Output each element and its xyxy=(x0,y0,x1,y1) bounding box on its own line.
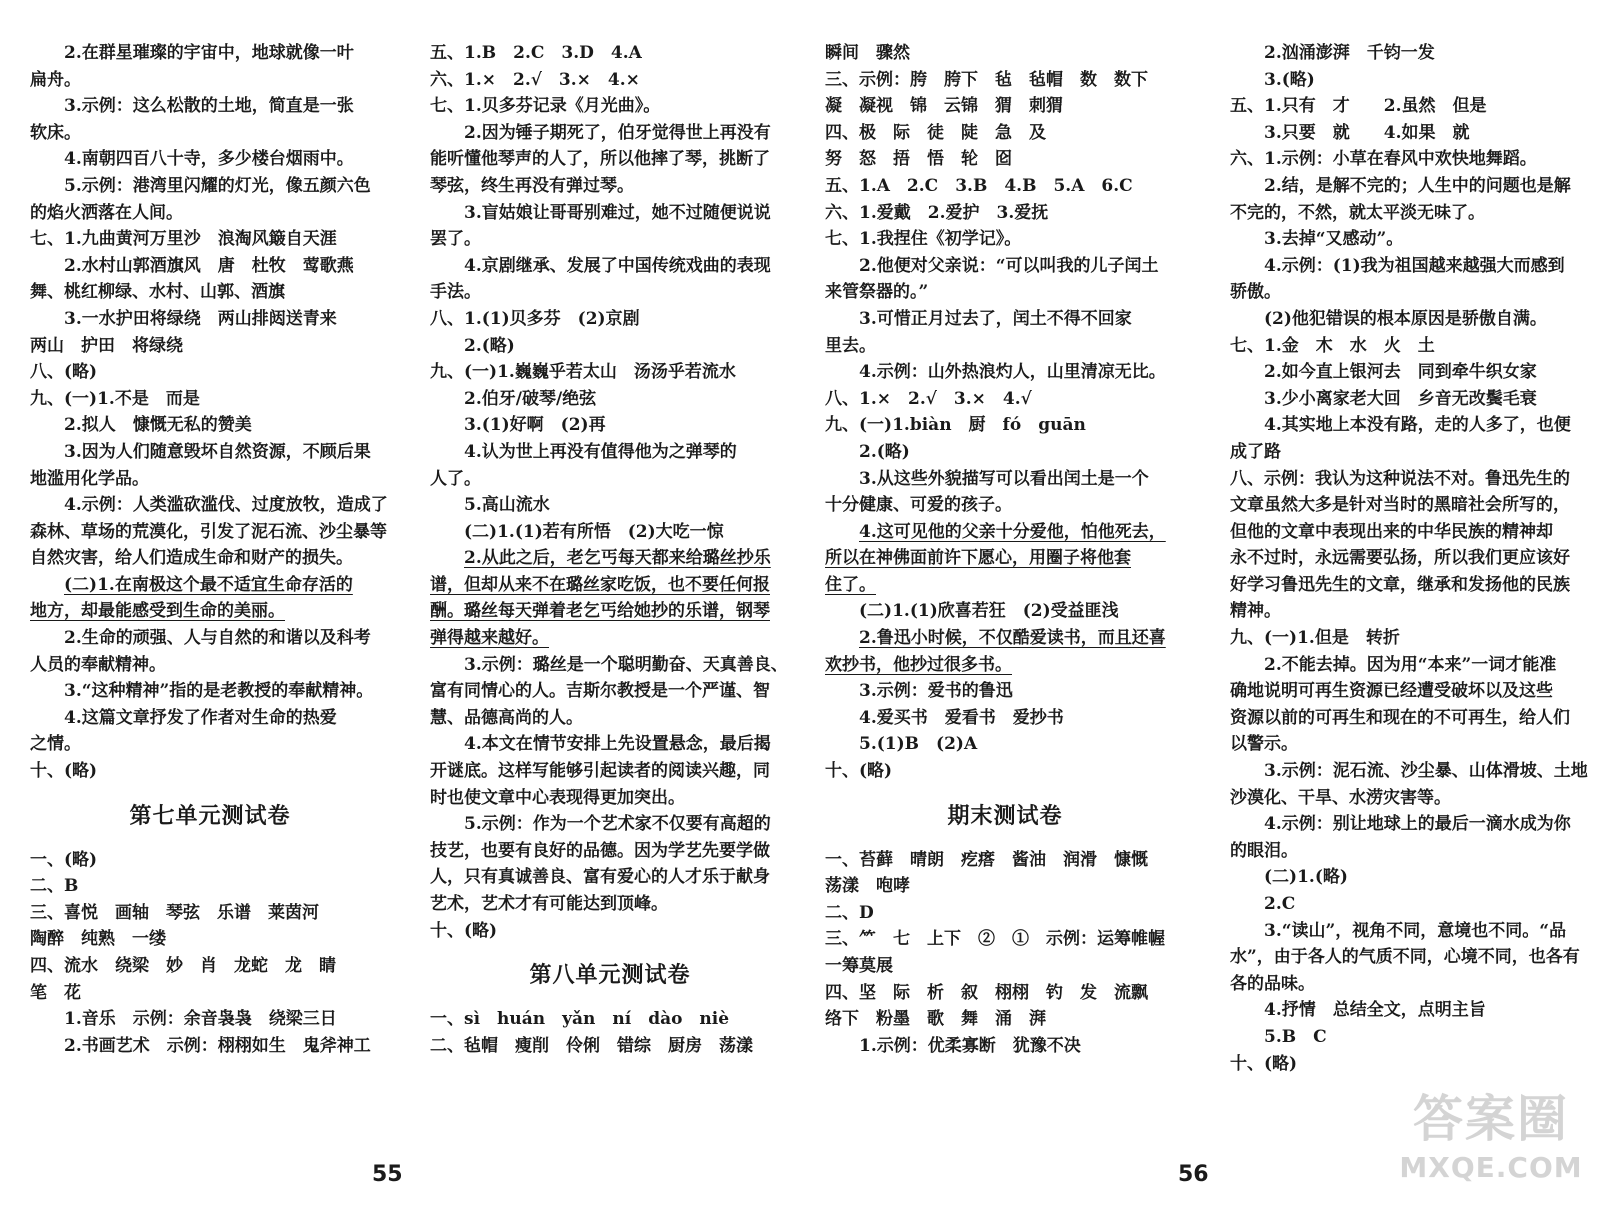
answer-line: 3.盲姑娘让哥哥别难过，她不过随便说说 xyxy=(464,202,771,223)
answer-line: 时也使文章中心表现得更加突出。 xyxy=(430,787,685,808)
answer-line: 扁舟。 xyxy=(30,69,81,90)
answer-line: 罢了。 xyxy=(430,229,481,250)
answer-line: 的焰火洒落在人间。 xyxy=(30,202,183,223)
answer-line: (二)1.在南极这个最不适宜生命存活的 xyxy=(64,574,353,595)
answer-line: 4.示例：人类滥砍滥伐、过度放牧，造成了 xyxy=(64,495,388,516)
answer-line: 3.可惜正月过去了，闰土不得不回家 xyxy=(859,308,1132,329)
answer-line: 八、1.× 2.√ 3.× 4.√ xyxy=(825,388,1032,409)
answer-line: 艺术，艺术才有可能达到顶峰。 xyxy=(430,894,668,914)
answer-line: 好学习鲁迅先生的文章，继承和发扬他的民族 xyxy=(1230,574,1570,595)
answer-line: 人员的奉献精神。 xyxy=(30,654,166,675)
answer-line: 十分健康、可爱的孩子。 xyxy=(825,495,1012,516)
section-heading: 期末测试卷 xyxy=(947,802,1063,829)
answer-line: 九、(一)1.不是 而是 xyxy=(30,388,200,409)
answer-line: 3.去掉“又感动”。 xyxy=(1264,229,1404,250)
answer-line: 文章虽然大多是针对当时的黑暗社会所写的， xyxy=(1230,495,1570,516)
answer-line: 以警示。 xyxy=(1230,734,1298,755)
answer-line: 开谜底。这样写能够引起读者的阅读兴趣，同 xyxy=(430,761,770,782)
answer-line: 4.示例：山外热浪灼人，山里清凉无比。 xyxy=(859,362,1166,383)
answer-line: 2.(略) xyxy=(464,335,515,356)
answer-line: 软床。 xyxy=(30,122,81,143)
answer-line: 来管祭器的。” xyxy=(825,282,929,303)
answer-line: 慧、品德高尚的人。 xyxy=(430,707,583,728)
answer-line: 4.爱买书 爱看书 爱抄书 xyxy=(859,707,1064,728)
answer-line: 欢抄书，他抄过很多书。 xyxy=(825,654,1012,675)
answer-line: 瞬间 骤然 xyxy=(825,43,910,63)
answer-line: 四、流水 绕梁 妙 肖 龙蛇 龙 睛 xyxy=(30,956,336,976)
answer-line: 人，只有真诚善良、富有爱心的人才乐于献身 xyxy=(430,867,770,888)
answer-line: 3.示例：璐丝是一个聪明勤奋、天真善良、 xyxy=(464,654,788,675)
answer-line: 2.如今直上银河去 同到牵牛织女家 xyxy=(1264,362,1537,383)
answer-line: 能听懂他琴声的人了，所以他摔了琴，挑断了 xyxy=(430,149,770,170)
answer-line: 三、⺮ 七 上下 ② ① 示例：运筹帷幄 xyxy=(825,929,1165,950)
answer-line: 沙漠化、干旱、水涝灾害等。 xyxy=(1230,787,1451,808)
answer-line: 三、示例：胯 胯下 毡 毡帽 数 数下 xyxy=(825,69,1148,90)
answer-line: 3.一水护田将绿绕 两山排闼送青来 xyxy=(64,308,337,329)
answer-line: 九、(一)1.biàn 厨 fó guān xyxy=(825,415,1086,436)
answer-line: 2.鲁迅小时候，不仅酷爱读书，而且还喜 xyxy=(859,628,1166,649)
answer-line: (二)1.(略) xyxy=(1264,867,1348,888)
answer-line: 4.示例：别让地球上的最后一滴水成为你 xyxy=(1264,814,1571,835)
answer-line: 地滥用化学品。 xyxy=(30,468,149,489)
answer-line: 水”，由于各人的气质不同，心境不同，也各有 xyxy=(1230,947,1580,968)
answer-line: 3.(1)好啊 (2)再 xyxy=(464,415,606,436)
answer-line: 成了路 xyxy=(1230,441,1281,462)
answer-line: 陶醉 纯熟 一缕 xyxy=(30,929,166,950)
answer-line: 凝 凝视 锦 云锦 猬 刺猬 xyxy=(825,96,1063,117)
answer-line: 2.(略) xyxy=(859,441,910,462)
section-heading: 第八单元测试卷 xyxy=(529,962,691,989)
answer-line: 3.“读山”，视角不同，意境也不同。“品 xyxy=(1264,920,1567,941)
answer-line: 1.音乐 示例：余音袅袅 绕梁三日 xyxy=(64,1009,337,1030)
answer-line: 八、(略) xyxy=(30,362,98,383)
answer-line: 地方，却最能感受到生命的美丽。 xyxy=(30,601,285,622)
watermark-url: MXQE.COM xyxy=(1399,1151,1583,1184)
answer-line: 不完的，不然，就太平淡无味了。 xyxy=(1230,202,1485,223)
answer-line: (二)1.(1)若有所悟 (2)大吃一惊 xyxy=(464,521,724,542)
answer-line: 2.从此之后，老乞丐每天都来给璐丝抄乐 xyxy=(464,548,771,569)
answer-line: 3.示例：泥石流、沙尘暴、山体滑坡、土地 xyxy=(1264,761,1588,782)
answer-line: 十、(略) xyxy=(825,761,893,782)
answer-line: 技艺，也要有良好的品德。因为学艺先要学做 xyxy=(430,840,770,861)
answer-line: 三、喜悦 画轴 琴弦 乐谱 莱茵河 xyxy=(30,902,319,923)
answer-line: 十、(略) xyxy=(30,761,98,782)
answer-line: 森林、草场的荒漠化，引发了泥石流、沙尘暴等 xyxy=(30,521,387,542)
answer-line: 2.结，是解不完的；人生中的问题也是解 xyxy=(1264,175,1571,196)
answer-line: 之情。 xyxy=(30,734,81,755)
page-number-right: 56 xyxy=(1178,1162,1209,1187)
answer-line: 3.只要 就 4.如果 就 xyxy=(1264,122,1470,143)
answer-line: 人了。 xyxy=(430,468,481,489)
answer-line: 七、1.贝多芬记录《月光曲》。 xyxy=(430,96,661,117)
answer-line: 5.示例：港湾里闪耀的灯光，像五颜六色 xyxy=(64,175,371,196)
answer-line: 3.从这些外貌描写可以看出闰土是一个 xyxy=(859,468,1149,489)
answer-line: 3.“这种精神”指的是老教授的奉献精神。 xyxy=(64,681,374,702)
answer-line: 2.因为锤子期死了，伯牙觉得世上再没有 xyxy=(464,122,771,143)
answer-line: 3.因为人们随意毁坏自然资源，不顾后果 xyxy=(64,441,371,462)
answer-line: 骄傲。 xyxy=(1230,282,1281,303)
answer-line: 4.本文在情节安排上先设置悬念，最后揭 xyxy=(464,734,771,755)
answer-line: 2.拟人 慷慨无私的赞美 xyxy=(64,415,252,436)
answer-line: 3.示例：这么松散的土地，简直是一张 xyxy=(64,96,354,117)
answer-line: 4.认为世上再没有值得他为之弹琴的 xyxy=(464,441,737,462)
answer-line: 5.高山流水 xyxy=(464,495,550,516)
answer-line: 舞、桃红柳绿、水村、山郭、酒旗 xyxy=(30,282,285,303)
answer-line: 九、(一)1.巍巍乎若太山 汤汤乎若流水 xyxy=(430,362,736,383)
answer-line: 八、1.(1)贝多芬 (2)京剧 xyxy=(430,308,640,329)
answer-line: 3.(略) xyxy=(1264,69,1315,90)
answer-line: (二)1.(1)欣喜若狂 (2)受益匪浅 xyxy=(859,601,1119,622)
answer-line: 2.生命的顽强、人与自然的和谐以及科考 xyxy=(64,628,371,649)
answer-line: 4.示例：(1)我为祖国越来越强大而感到 xyxy=(1264,255,1565,276)
answer-line: 九、(一)1.但是 转折 xyxy=(1230,628,1400,649)
answer-line: 2.汹涌澎湃 千钧一发 xyxy=(1264,43,1435,63)
answer-line: 所以在神佛面前许下愿心，用圈子将他套 xyxy=(825,548,1131,569)
answer-line: 的眼泪。 xyxy=(1230,840,1298,861)
answer-line: 一、sì huán yǎn ní dào niè xyxy=(430,1009,730,1030)
section-heading: 第七单元测试卷 xyxy=(129,802,291,829)
answer-line: 二、毡帽 瘦削 伶俐 错综 厨房 荡漾 xyxy=(430,1035,753,1056)
watermark xyxy=(1392,1088,1590,1200)
answer-line: 一、(略) xyxy=(30,849,98,870)
answer-line: 但他的文章中表现出来的中华民族的精神却 xyxy=(1230,521,1553,542)
answer-line: 永不过时，永远需要弘扬，所以我们更应该好 xyxy=(1230,548,1570,569)
answer-line: 3.示例：爱书的鲁迅 xyxy=(859,681,1013,702)
answer-line: 五、1.A 2.C 3.B 4.B 5.A 6.C xyxy=(825,175,1133,196)
answer-line: 六、1.示例：小草在春风中欢快地舞蹈。 xyxy=(1230,149,1537,170)
answer-line: 4.南朝四百八十寺，多少楼台烟雨中。 xyxy=(64,149,354,170)
answer-line: 手法。 xyxy=(430,282,481,303)
watermark-logo: 答案圈 xyxy=(1413,1090,1569,1148)
answer-line: 4.抒情 总结全文，点明主旨 xyxy=(1264,1000,1486,1021)
column-2 xyxy=(430,40,790,1059)
answer-line: 富有同情心的人。吉斯尔教授是一个严谨、智 xyxy=(430,681,770,702)
answer-line: 五、1.只有 才 2.虽然 但是 xyxy=(1230,96,1487,117)
answer-line: 2.在群星璀璨的宇宙中，地球就像一叶 xyxy=(64,43,354,63)
answer-line: 确地说明可再生资源已经遭受破坏以及这些 xyxy=(1230,681,1553,702)
answer-line: 里去。 xyxy=(825,335,876,356)
answer-line: 资源以前的可再生和现在的不可再生，给人们 xyxy=(1230,707,1570,728)
answer-line: 精神。 xyxy=(1230,601,1281,622)
answer-line: 努 怒 捂 悟 轮 囵 xyxy=(825,149,1012,170)
answer-line: 1.示例：优柔寡断 犹豫不决 xyxy=(859,1035,1081,1056)
answer-line: 七、1.我捏住《初学记》。 xyxy=(825,229,1022,250)
answer-line: 酬。璐丝每天弹着老乞丐给她抄的乐谱，钢琴 xyxy=(430,601,770,622)
answer-line: 自然灾害，给人们造成生命和财产的损失。 xyxy=(30,548,353,569)
answer-line: 一筹莫展 xyxy=(825,956,893,976)
answer-line: 五、1.B 2.C 3.D 4.A xyxy=(430,43,642,63)
answer-line: 一、苔藓 晴朗 疙瘩 酱油 润滑 慷慨 xyxy=(825,849,1148,870)
answer-line: 六、1.爱戴 2.爱护 3.爱抚 xyxy=(825,202,1049,223)
answer-line: 十、(略) xyxy=(1230,1053,1298,1074)
answer-line: 2.水村山郭酒旗风 唐 杜牧 莺歌燕 xyxy=(64,255,354,276)
answer-line: 2.书画艺术 示例：栩栩如生 鬼斧神工 xyxy=(64,1035,371,1056)
answer-line: 2.C xyxy=(1264,894,1296,914)
answer-line: 住了。 xyxy=(825,574,876,595)
answer-line: 弹得越来越好。 xyxy=(430,628,549,649)
column-3 xyxy=(825,40,1185,1059)
answer-line: 六、1.× 2.√ 3.× 4.× xyxy=(430,69,640,90)
answer-line: 5.示例：作为一个艺术家不仅要有高超的 xyxy=(464,814,771,835)
answer-line: 络下 粉墨 歌 舞 涌 湃 xyxy=(825,1009,1046,1030)
answer-line: 十、(略) xyxy=(430,920,498,941)
answer-line: 5.(1)B (2)A xyxy=(859,734,978,755)
answer-line: 八、示例：我认为这种说法不对。鲁迅先生的 xyxy=(1230,468,1570,489)
answer-line: 四、坚 际 析 叙 栩栩 钓 发 流飘 xyxy=(825,982,1148,1003)
answer-line: 七、1.金 木 水 火 土 xyxy=(1230,335,1435,356)
answer-line: 琴弦，终生再没有弹过琴。 xyxy=(430,175,634,196)
answer-line: 4.这篇文章抒发了作者对生命的热爱 xyxy=(64,707,337,728)
answer-line: 3.少小离家老大回 乡音无改鬓毛衰 xyxy=(1264,388,1537,409)
answer-line: 两山 护田 将绿绕 xyxy=(30,335,183,356)
answer-line: 2.他便对父亲说：“可以叫我的儿子闰土 xyxy=(859,255,1159,276)
answer-line: 二、B xyxy=(30,876,79,897)
answer-line: (2)他犯错误的根本原因是骄傲自满。 xyxy=(1264,308,1547,329)
answer-line: 5.B C xyxy=(1264,1026,1327,1047)
column-4 xyxy=(1230,40,1590,1077)
column-1 xyxy=(30,40,390,1059)
answer-line: 各的品味。 xyxy=(1230,973,1315,994)
answer-line: 2.伯牙/破琴/绝弦 xyxy=(464,388,597,409)
answer-line: 荡漾 咆哮 xyxy=(825,876,910,897)
answer-line: 四、极 际 徒 陡 急 及 xyxy=(825,122,1046,143)
answer-line: 笔 花 xyxy=(30,982,81,1003)
answer-line: 4.这可见他的父亲十分爱他，怕他死去， xyxy=(859,521,1166,542)
answer-line: 二、D xyxy=(825,902,874,923)
answer-line: 谱，但却从来不在璐丝家吃饭，也不要任何报 xyxy=(430,574,770,595)
answer-line: 4.其实地上本没有路，走的人多了，也便 xyxy=(1264,415,1571,436)
answer-line: 4.京剧继承、发展了中国传统戏曲的表现 xyxy=(464,255,771,276)
answer-line: 2.不能去掉。因为用“本来”一词才能准 xyxy=(1264,654,1557,675)
page-number-left: 55 xyxy=(372,1162,403,1187)
answer-line: 七、1.九曲黄河万里沙 浪淘风簸自天涯 xyxy=(30,229,337,250)
